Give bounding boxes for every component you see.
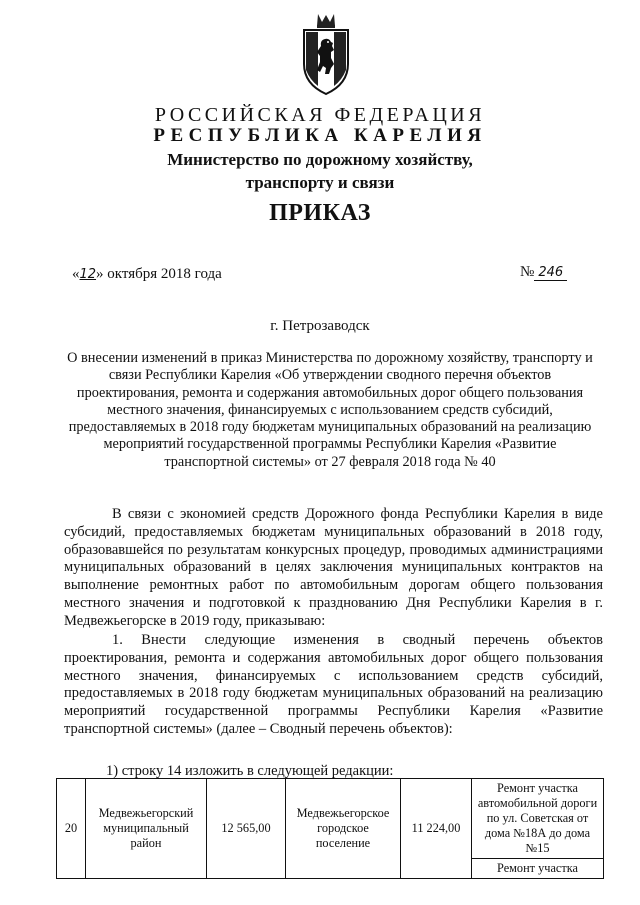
- date-day-handwritten: 12: [79, 267, 97, 282]
- cell-settlement: Медвежьегорское городское поселение: [286, 779, 401, 879]
- table-row: [57, 779, 604, 859]
- cell-district-amount: 12 565,00: [207, 779, 286, 879]
- city: г. Петрозаводск: [270, 318, 370, 334]
- cell-row-number: 20: [57, 779, 86, 879]
- body-paragraph-1: В связи с экономией средств Дорожного фонда Республики Карелия в виде субсидий, предоставляемых бюджетам муниципальных образований в 2018 году, образовавшейся по результатам конкурсных процедур, проводимых администрациями муниципальных образований в целях заключения муниципальных контрактов на выполнение ремонтных работ по автомобильным дорогам общего пользования местного значения и подготовкой к празднованию Дня Республики Карелия в г. Медвежьегорске в 2019 году, приказываю:: [64, 506, 603, 629]
- coat-of-arms-icon: [298, 12, 354, 96]
- date-open-quote: «: [72, 266, 80, 282]
- republic-name: РЕСПУБЛИКА КАРЕЛИЯ: [153, 125, 487, 146]
- ministry-name: [0, 148, 640, 194]
- cell-object-1: Ремонт участка автомобильной дороги по ул. Советская от дома №18А до дома №15: [472, 779, 604, 859]
- ministry-line-1: Министерство по дорожному хозяйству,: [167, 150, 473, 169]
- country-name: РОССИЙСКАЯ ФЕДЕРАЦИЯ: [154, 104, 486, 126]
- cell-settlement-amount: 11 224,00: [401, 779, 472, 879]
- cell-object-2: Ремонт участка: [472, 859, 604, 879]
- document-type: ПРИКАЗ: [269, 200, 371, 226]
- ministry-line-2: транспорту и связи: [245, 173, 395, 192]
- date-rest: » октября 2018 года: [96, 266, 222, 282]
- body-paragraph-2: 1. Внести следующие изменения в сводный перечень объектов проектирования, ремонта и содержания автомобильных дорог общего пользования местного значения, финансируемых с использованием средств субсидий, предоставляемых в 2018 году бюджетам муниципальных образований на реализацию мероприятий государственной программы Республики Карелия «Развитие транспортной системы» (далее – Сводный перечень объектов):: [64, 632, 603, 737]
- number-prefix: №: [520, 264, 535, 280]
- amendment-table: [56, 778, 604, 879]
- document-subject: О внесении изменений в приказ Министерства по дорожному хозяйству, транспорту и связи Республики Карелия «Об утверждении сводного перечня объектов проектирования, ремонта и содержания автомобильных дорог общего пользования местного значения, финансируемых с использованием средств субсидий, предоставляемых в 2018 году бюджетам муниципальных образований на реализацию мероприятий государственной программы Республики Карелия «Развитие транспортной системы» от 27 февраля 2018 года № 40: [67, 350, 593, 470]
- document-date: [72, 266, 222, 283]
- document-number: [520, 264, 567, 281]
- body-item-1: 1) строку 14 изложить в следующей редакции:: [106, 763, 394, 779]
- cell-district: Медвежьегорский муниципальный район: [86, 779, 207, 879]
- number-value-handwritten: 246: [534, 265, 567, 281]
